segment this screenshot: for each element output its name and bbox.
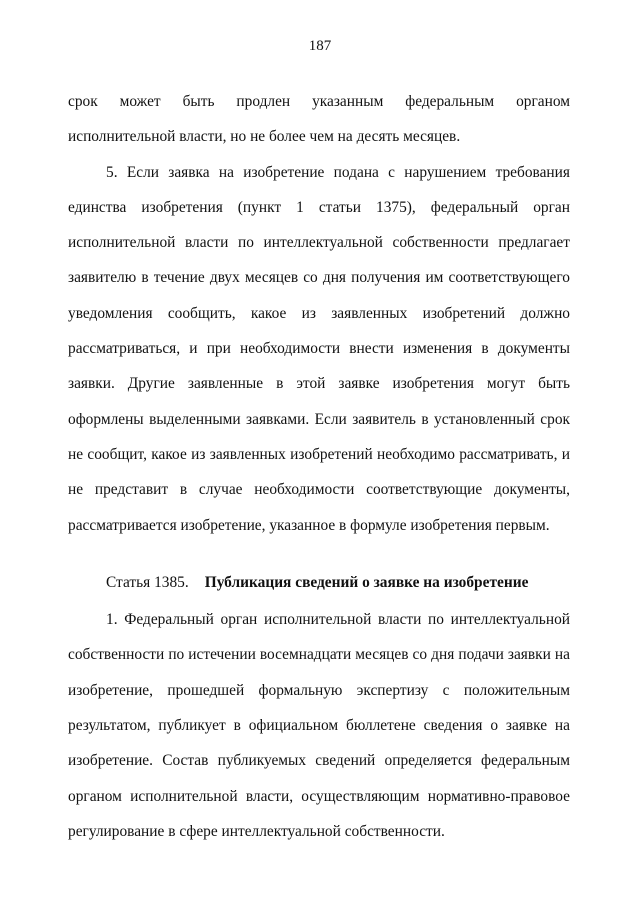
document-body — [68, 84, 570, 849]
paragraph-continuation: срок может быть продлен указанным федеральным органом исполнительной власти, но не более чем на десять месяцев. — [68, 93, 570, 146]
article-title: Публикация сведений о заявке на изобретение — [204, 573, 529, 591]
article-heading — [68, 565, 570, 600]
page-number: 187 — [308, 38, 332, 54]
article-paragraph-1: 1. Федеральный орган исполнительной власти по интеллектуальной собственности по истечении восемнадцати месяцев со дня подачи заявки на изобретение, прошедшей формальную экспертизу с положительным результатом, публикует в официальном бюллетене сведения о заявке на изобретение. Состав публикуемых сведений определяется федеральным органом исполнительной власти, осуществляющим нормативно-правовое регулирование в сфере интеллектуальной собственности. — [68, 611, 570, 840]
paragraph-item-5: 5. Если заявка на изобретение подана с нарушением требования единства изобретения (пункт 1 статьи 1375), федеральный орган исполнительной власти по интеллектуальной собственности предлагает заявителю в течение двух месяцев со дня получения им соответствующего уведомления сообщить, какое из заявленных изобретений должно рассматриваться, и при необходимости внести изменения в документы заявки. Другие заявленные в этой заявке изобретения могут быть оформлены выделенными заявками. Если заявитель в установленный срок не сообщит, какое из заявленных изобретений необходимо рассматривать, и не представит в случае необходимости соответствующие документы, рассматривается изобретение, указанное в формуле изобретения первым. — [68, 163, 570, 534]
article-number: Статья 1385. — [106, 573, 189, 591]
